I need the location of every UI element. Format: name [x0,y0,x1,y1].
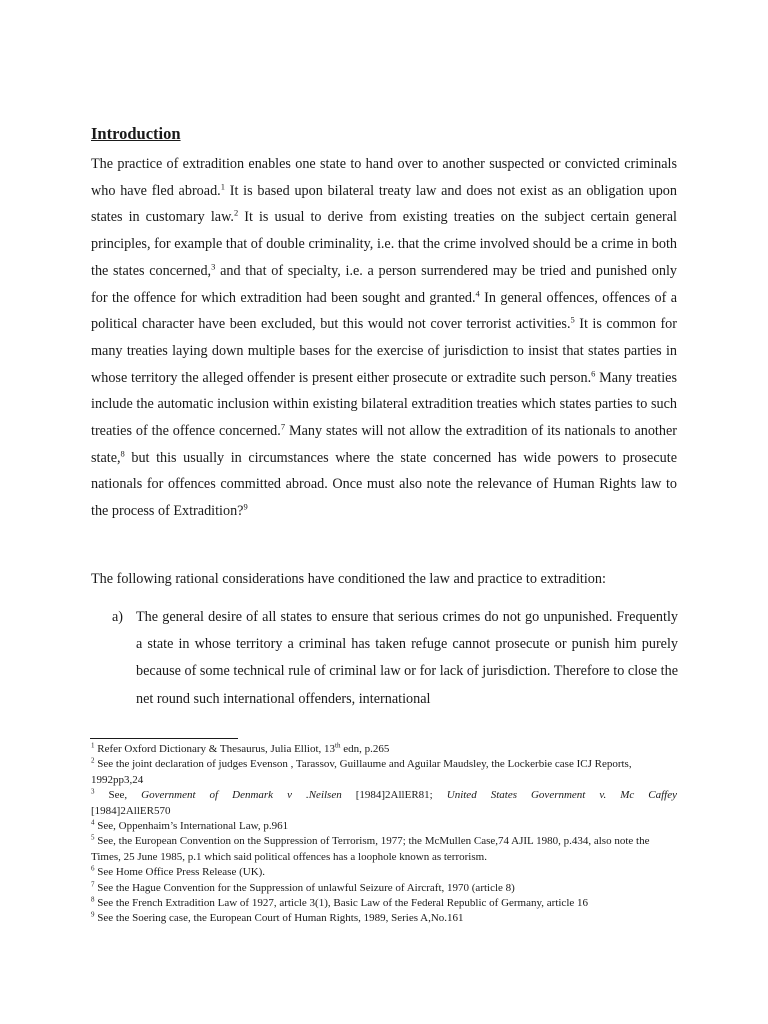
intro-text-segment: It is common for many treaties laying down multiple bases for the exercise of jurisdiction to insist that states parties in whose territory the alleged offender is present either prosecute or extradite such person. [91,316,678,386]
footnote-text: See, Oppenhaim’s International Law, p.961 [94,820,289,833]
footnote-number: 5 [91,833,95,842]
intro-text-segment: In general offences, offences of a political character have been excluded, but this would not cover terrorist activities. [91,289,678,333]
footnote-ref[interactable]: 7 [280,421,286,432]
footnote-number: 9 [91,910,95,919]
considerations-paragraph: The following rational considerations have conditioned the law and practice to extradition: [91,571,606,587]
intro-text-segment: and that of specialty, i.e. a person surrendered may be tried and punished only for the offence for which extradition had been sought and granted. [91,262,678,306]
footnote-text: Refer Oxford Dictionary & Thesaurus, Julia Elliot, 13 [94,743,336,755]
footnote-text: See the Soering case, the European Court of Human Rights, 1989, Series A,No.161 [94,912,464,925]
footnotes-section [91,742,677,927]
footnote-4 [91,819,677,834]
footnote-ref[interactable]: 5 [570,314,575,325]
intro-text-segment: It is based upon bilateral treaty law and does not exist as an obligation upon states in customary law. [91,182,677,226]
footnote-number: 1 [91,741,95,750]
footnote-number: 2 [91,756,95,765]
list-item-text: The general desire of all states to ensure that serious crimes do not go unpunished. Frequently a state in whose territory a criminal has taken refuge cannot prosecute or punish him purely because of some technical rule of criminal law or for lack of jurisdiction. Therefore to close the net round such international offenders, international [136,609,678,707]
footnote-text: See the Hague Convention for the Suppression of unlawful Seizure of Aircraft, 1970 (article 8) [94,881,515,894]
footnote-8 [91,896,677,911]
footnote-number: 7 [91,880,95,888]
section-heading: Introduction [91,124,181,143]
footnote-text: See the joint declaration of judges Evenson , Tarassov, Guillaume and Aguilar Maudsley, the Lockerbie case ICJ Reports, 1992pp3,24 [91,758,632,786]
considerations-list [112,604,678,713]
footnote-text: See, the European Convention on the Suppression of Terrorism, 1977; the McMullen Case,74 AJIL 1980, p.434, also note the Times, 25 June 1985, p.1 which said political offences has a loophole known as terrorism. [91,835,650,863]
intro-text-segment: The practice of extradition enables one state to hand over to another suspected or convicted criminals who have fled abroad. [91,156,677,199]
footnote-ref[interactable]: 6 [591,367,596,378]
intro-text-segment: It is usual to derive from existing treaties on the subject certain general principles, for example that of double criminality, i.e. that the crime involved should be a crime in both the states concerned, [91,209,677,279]
case-citation: [1984]2AllER81; [341,789,433,802]
footnote-7 [91,881,677,896]
footnote-3-continued [91,804,677,819]
intro-paragraph [91,151,677,525]
case-name: United States Government v. Mc Caffey [446,789,677,802]
list-marker: a) [112,609,124,625]
footnote-number: 6 [91,864,95,873]
intro-text-segment: Many treaties include the automatic inclusion within existing bilateral extradition treaties which states parties to such treaties of the offence concerned. [91,369,678,440]
footnote-number: 8 [91,895,95,904]
ordinal-suffix: th [335,741,341,750]
footnote-text: See the French Extradition Law of 1927, article 3(1), Basic Law of the Federal Republic of Germany, article 16 [94,897,589,910]
list-item [112,604,678,713]
case-name: Government of Denmark v .Neilsen [141,789,342,802]
footnote-text: edn, p.265 [340,743,390,755]
footnote-separator [90,738,238,739]
footnote-ref[interactable]: 1 [220,180,225,191]
footnote-number: 4 [91,818,95,827]
footnote-ref[interactable]: 3 [211,261,216,272]
footnote-text: See Home Office Press Release (UK). [94,866,266,879]
footnote-ref[interactable]: 8 [120,448,125,458]
footnote-3 [91,788,677,803]
footnote-2 [91,757,677,788]
footnote-9 [91,911,677,926]
footnote-1 [91,742,677,757]
footnote-6 [91,865,677,880]
footnote-ref[interactable]: 9 [243,501,248,512]
footnote-ref[interactable]: 4 [475,287,480,298]
intro-text-segment: but this usually in circumstances where the state concerned has wide powers to prosecute nationals for offences committed abroad. Once must also note the relevance of Human Rights law to the process of Extradition? [91,449,677,520]
footnote-ref[interactable]: 2 [233,207,239,218]
intro-text-segment: Many states will not allow the extradition of its nationals to another state, [91,423,677,466]
footnote-text: See, [94,789,128,802]
footnote-5 [91,834,677,865]
case-citation: [1984]2AllER570 [91,804,171,817]
footnote-number: 3 [91,787,95,796]
